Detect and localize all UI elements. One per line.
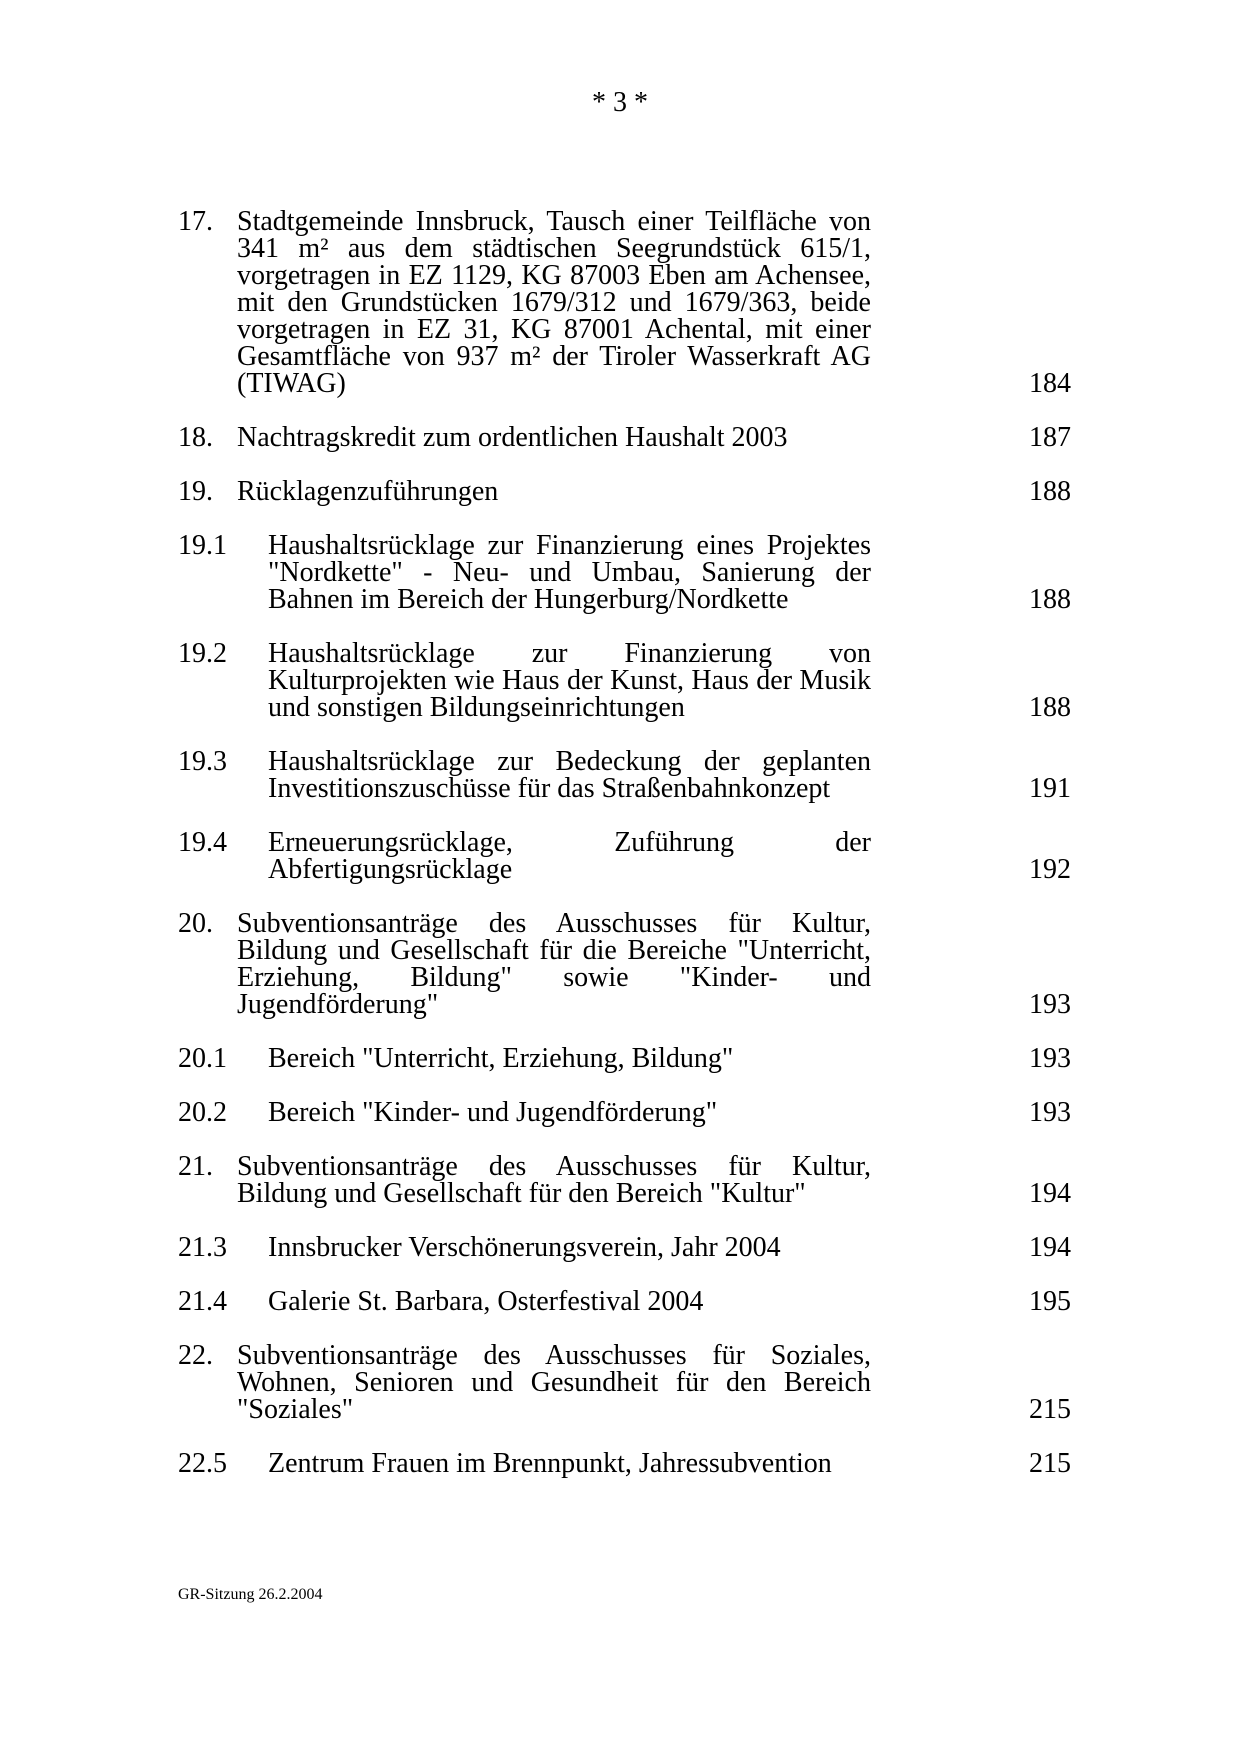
toc-entry-number: 19.3 [178,746,227,777]
toc-entry-19-4[interactable] [178,829,1071,883]
toc-entry-page: 188 [1029,584,1071,615]
toc-entry-page: 184 [1029,368,1071,399]
toc-entry-19-1[interactable] [178,532,1071,613]
table-of-contents [178,208,1071,1504]
toc-entry-number: 17. [178,206,213,237]
toc-entry-page: 191 [1029,773,1071,804]
toc-entry-title: Rücklagenzuführungen [237,476,499,507]
toc-entry-title: Bereich "Unterricht, Erziehung, Bildung" [268,1043,734,1074]
toc-entry-title: Subventionsanträge des Ausschusses für Soziales, Wohnen, Senioren und Gesundheit für den Bereich "Soziales" [237,1340,871,1425]
toc-entry-page: 194 [1029,1178,1071,1209]
toc-entry-number: 19.4 [178,827,227,858]
toc-entry-title: Galerie St. Barbara, Osterfestival 2004 [268,1286,704,1317]
toc-entry-21-3[interactable] [178,1234,1071,1261]
footer-session-date: GR-Sitzung 26.2.2004 [178,1586,323,1603]
page-number-header: * 3 * [592,87,648,118]
toc-entry-17[interactable] [178,208,1071,397]
toc-entry-title: Erneuerungsrücklage, Zuführung der Abfertigungsrücklage [268,827,871,885]
toc-entry-title: Haushaltsrücklage zur Bedeckung der geplanten Investitionszuschüsse für das Straßenbahnkonzept [268,746,871,804]
toc-entry-page: 188 [1029,476,1071,507]
toc-entry-19[interactable] [178,478,1071,505]
toc-entry-number: 19. [178,476,213,507]
toc-entry-title: Haushaltsrücklage zur Finanzierung von Kulturprojekten wie Haus der Kunst, Haus der Musik und sonstigen Bildungseinrichtungen [268,638,871,723]
toc-entry-number: 20.1 [178,1043,227,1074]
toc-entry-number: 20. [178,908,213,939]
toc-entry-19-2[interactable] [178,640,1071,721]
toc-entry-21-4[interactable] [178,1288,1071,1315]
toc-entry-number: 21. [178,1151,213,1182]
toc-entry-20-1[interactable] [178,1045,1071,1072]
toc-entry-number: 18. [178,422,213,453]
toc-entry-19-3[interactable] [178,748,1071,802]
toc-entry-title: Stadtgemeinde Innsbruck, Tausch einer Teilfläche von 341 m² aus dem städtischen Seegrundstück 615/1, vorgetragen in EZ 1129, KG 87003 Eben am Achensee, mit den Grundstücken 1679/312 und 1679/363, beide vorgetragen in EZ 31, KG 87001 Achental, mit einer Gesamtfläche von 937 m² der Tiroler Wasserkraft AG (TIWAG) [237,206,871,399]
toc-entry-page: 195 [1029,1286,1071,1317]
toc-entry-page: 215 [1029,1448,1071,1479]
toc-entry-page: 188 [1029,692,1071,723]
toc-entry-title: Subventionsanträge des Ausschusses für Kultur, Bildung und Gesellschaft für den Bereich "Kultur" [237,1151,871,1209]
toc-entry-title: Innsbrucker Verschönerungsverein, Jahr 2004 [268,1232,781,1263]
toc-entry-22-5[interactable] [178,1450,1071,1477]
toc-entry-number: 19.2 [178,638,227,669]
toc-entry-page: 215 [1029,1394,1071,1425]
toc-entry-title: Bereich "Kinder- und Jugendförderung" [268,1097,718,1128]
toc-entry-20-2[interactable] [178,1099,1071,1126]
toc-entry-number: 21.3 [178,1232,227,1263]
toc-entry-page: 193 [1029,989,1071,1020]
toc-entry-20[interactable] [178,910,1071,1018]
toc-entry-21[interactable] [178,1153,1071,1207]
toc-entry-page: 193 [1029,1043,1071,1074]
toc-entry-title: Subventionsanträge des Ausschusses für Kultur, Bildung und Gesellschaft für die Bereiche "Unterricht, Erziehung, Bildung" sowie "Kinder- und Jugendförderung" [237,908,871,1020]
toc-entry-page: 187 [1029,422,1071,453]
toc-entry-number: 19.1 [178,530,227,561]
toc-entry-title: Haushaltsrücklage zur Finanzierung eines Projektes "Nordkette" - Neu- und Umbau, Sanierung der Bahnen im Bereich der Hungerburg/Nordkette [268,530,871,615]
toc-entry-page: 192 [1029,854,1071,885]
toc-entry-title: Nachtragskredit zum ordentlichen Haushalt 2003 [237,422,788,453]
toc-entry-18[interactable] [178,424,1071,451]
toc-entry-title: Zentrum Frauen im Brennpunkt, Jahressubvention [268,1448,832,1479]
toc-entry-number: 22. [178,1340,213,1371]
toc-entry-number: 21.4 [178,1286,227,1317]
toc-entry-page: 193 [1029,1097,1071,1128]
toc-entry-page: 194 [1029,1232,1071,1263]
toc-entry-number: 20.2 [178,1097,227,1128]
toc-entry-number: 22.5 [178,1448,227,1479]
toc-entry-22[interactable] [178,1342,1071,1423]
